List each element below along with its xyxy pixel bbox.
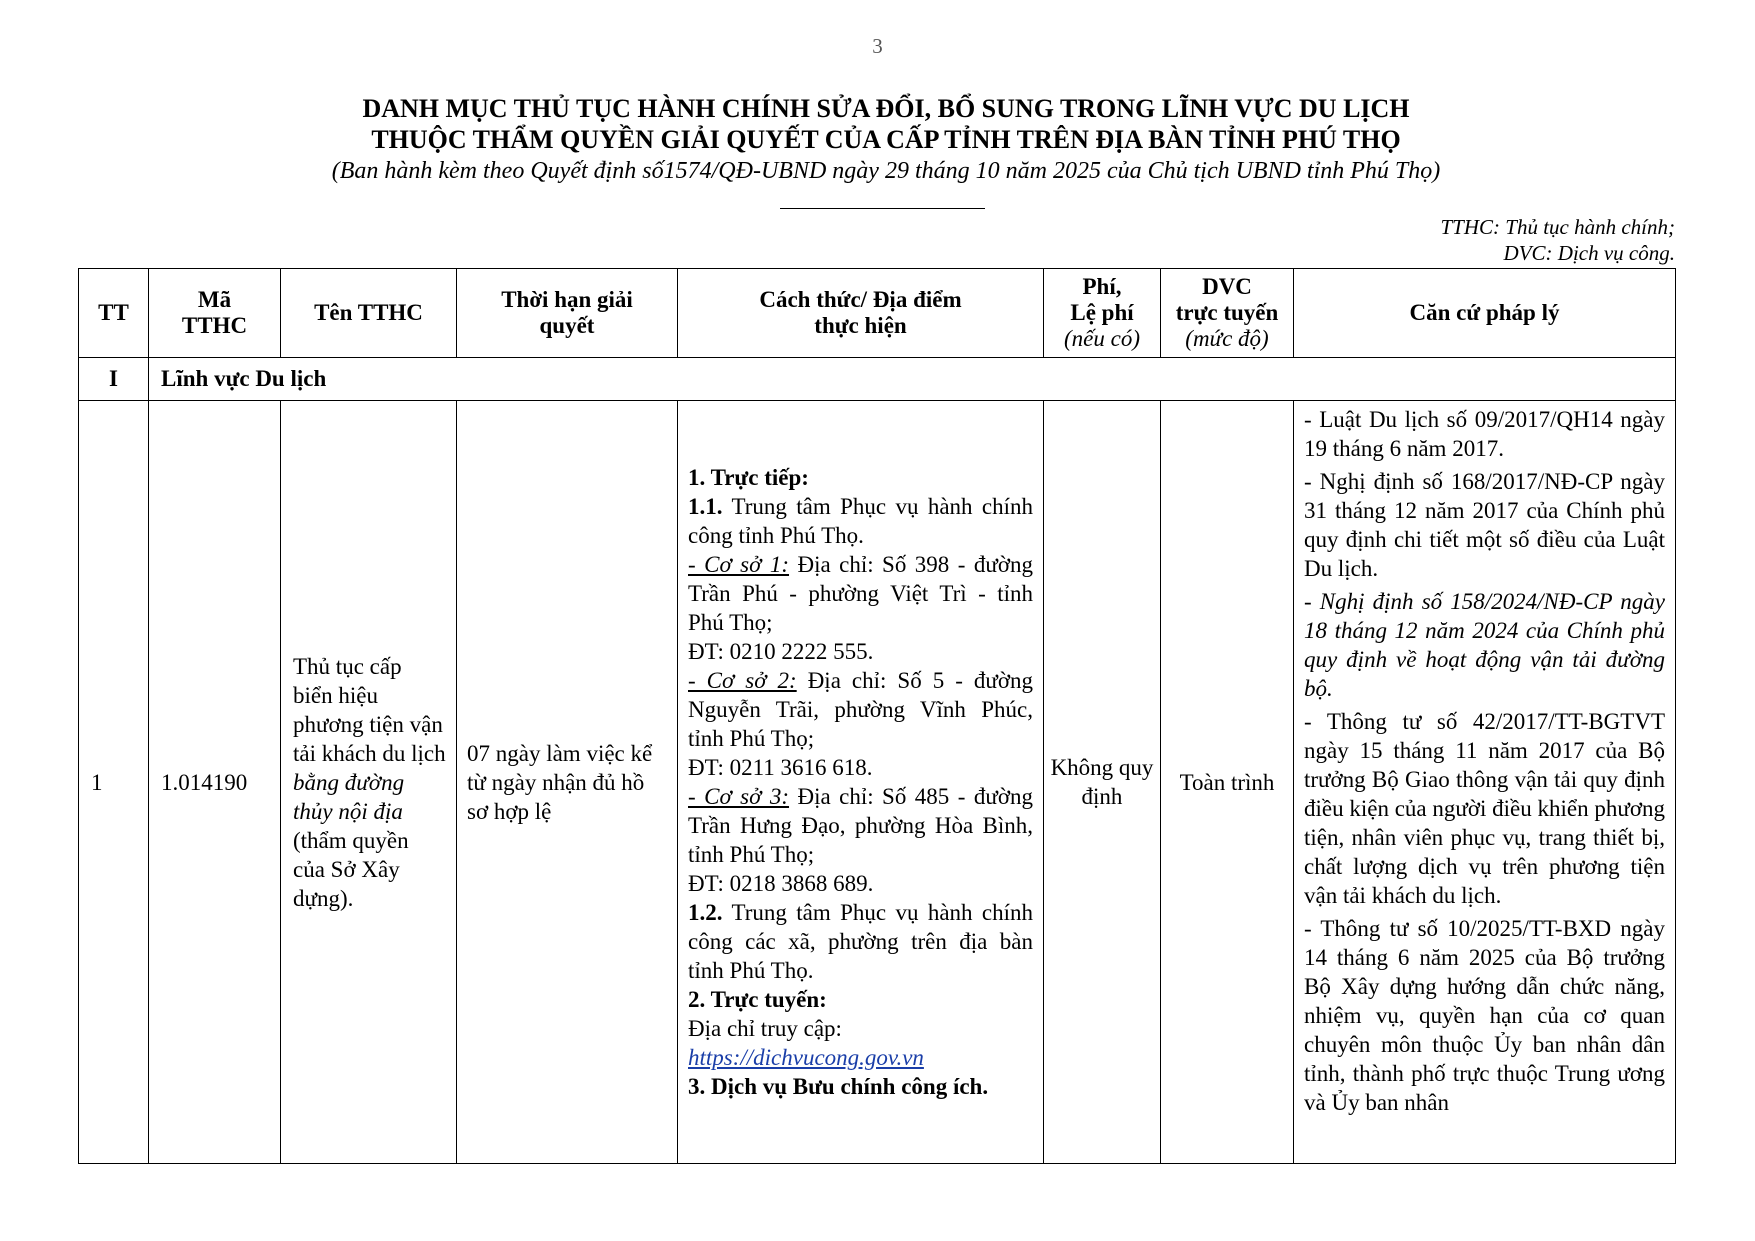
document-subtitle: (Ban hành kèm theo Quyết định số1574/QĐ-UBND ngày 29 tháng 10 năm 2025 của Chủ tịch UBND tỉnh Phú Thọ) — [331, 158, 1441, 184]
row-processing-time: 07 ngày làm việc kể từ ngày nhận đủ hồ sơ hợp lệ — [457, 401, 678, 1164]
abbreviation-dvc: DVC: Dịch vụ công. — [1503, 241, 1675, 265]
col-header-fee: Phí, Lệ phí (nếu có) — [1044, 269, 1161, 358]
legal-item: - Thông tư số 10/2025/TT-BXD ngày 14 tháng 6 năm 2025 của Bộ trưởng Bộ Xây dựng hướng dẫn chức năng, nhiệm vụ, quyền hạn của cơ quan chuyên môn thuộc Ủy ban nhân dân tỉnh, thành phố trực thuộc Trung ương và Ủy ban nhân — [1304, 916, 1665, 1115]
col-header-name: Tên TTHC — [281, 269, 457, 358]
page-number: 3 — [872, 34, 883, 58]
method-branch-2: - Cơ sở 2: Địa chỉ: Số 5 - đường Nguyễn Trãi, phường Vĩnh Phúc, tỉnh Phú Thọ; — [688, 668, 1033, 751]
legal-item: - Nghị định số 168/2017/NĐ-CP ngày 31 tháng 12 năm 2017 của Chính phủ quy định chi tiết một số điều của Luật Du lịch. — [1304, 469, 1665, 581]
method-branch-2-phone: ĐT: 0211 3616 618. — [688, 755, 873, 780]
row-legal-basis — [1294, 401, 1676, 1164]
legal-item: - Luật Du lịch số 09/2017/QH14 ngày 19 tháng 6 năm 2017. — [1304, 407, 1665, 461]
row-procedure-name: Thủ tục cấp biển hiệu phương tiện vận tải khách du lịch bằng đường thủy nội địa (thẩm quyền của Sở Xây dựng). — [281, 401, 457, 1164]
col-header-method: Cách thức/ Địa điểm thực hiện — [678, 269, 1044, 358]
row-method — [678, 401, 1044, 1164]
method-branch-1: - Cơ sở 1: Địa chỉ: Số 398 - đường Trần Phú - phường Việt Trì - tỉnh Phú Thọ; — [688, 552, 1033, 635]
abbreviation-tthc: TTHC: Thủ tục hành chính; — [1440, 215, 1675, 239]
col-header-dvc: DVC trực tuyến (mức độ) — [1161, 269, 1294, 358]
row-fee: Không quy định — [1044, 401, 1161, 1164]
method-center-communes: 1.2. Trung tâm Phục vụ hành chính công các xã, phường trên địa bàn tỉnh Phú Thọ. — [688, 900, 1033, 983]
document-title-line2: THUỘC THẨM QUYỀN GIẢI QUYẾT CỦA CẤP TỈNH TRÊN ĐỊA BÀN TỈNH PHÚ THỌ — [371, 125, 1401, 154]
method-access-label: Địa chỉ truy cập: — [688, 1016, 842, 1041]
method-online-heading: 2. Trực tuyến: — [688, 987, 827, 1012]
row-online-level: Toàn trình — [1161, 401, 1294, 1164]
method-branch-3-phone: ĐT: 0218 3868 689. — [688, 871, 874, 896]
row-tt: 1 — [79, 401, 149, 1164]
method-postal-heading: 3. Dịch vụ Bưu chính công ích. — [688, 1074, 989, 1099]
row-code: 1.014190 — [149, 401, 281, 1164]
table-row — [79, 401, 1676, 1164]
document-title-line1: DANH MỤC THỦ TỤC HÀNH CHÍNH SỬA ĐỔI, BỔ SUNG TRONG LĨNH VỰC DU LỊCH — [362, 94, 1410, 123]
legal-item: - Nghị định số 158/2024/NĐ-CP ngày 18 tháng 12 năm 2024 của Chính phủ quy định về hoạt động vận tải đường bộ. — [1304, 589, 1665, 701]
section-label: Lĩnh vực Du lịch — [149, 358, 1676, 401]
method-direct-heading: 1. Trực tiếp: — [688, 465, 809, 490]
method-center-province: 1.1. Trung tâm Phục vụ hành chính công tỉnh Phú Thọ. — [688, 494, 1033, 548]
title-divider — [780, 208, 985, 209]
procedure-table — [78, 268, 1676, 1164]
section-row — [79, 358, 1676, 401]
section-number: I — [79, 358, 149, 401]
method-branch-3: - Cơ sở 3: Địa chỉ: Số 485 - đường Trần Hưng Đạo, phường Hòa Bình, tỉnh Phú Thọ; — [688, 784, 1033, 867]
col-header-legal: Căn cứ pháp lý — [1294, 269, 1676, 358]
col-header-tt: TT — [79, 269, 149, 358]
method-branch-1-phone: ĐT: 0210 2222 555. — [688, 639, 874, 664]
table-header-row — [79, 269, 1676, 358]
public-service-link[interactable]: https://dichvucong.gov.vn — [688, 1045, 924, 1070]
col-header-code: Mã TTHC — [149, 269, 281, 358]
legal-item: - Thông tư số 42/2017/TT-BGTVT ngày 15 tháng 11 năm 2017 của Bộ trưởng Bộ Giao thông vận tải quy định điều kiện của người điều khiển phương tiện, nhân viên phục vụ, trang thiết bị, chất lượng dịch vụ trên phương tiện vận tải khách du lịch. — [1304, 709, 1665, 908]
col-header-time: Thời hạn giải quyết — [457, 269, 678, 358]
